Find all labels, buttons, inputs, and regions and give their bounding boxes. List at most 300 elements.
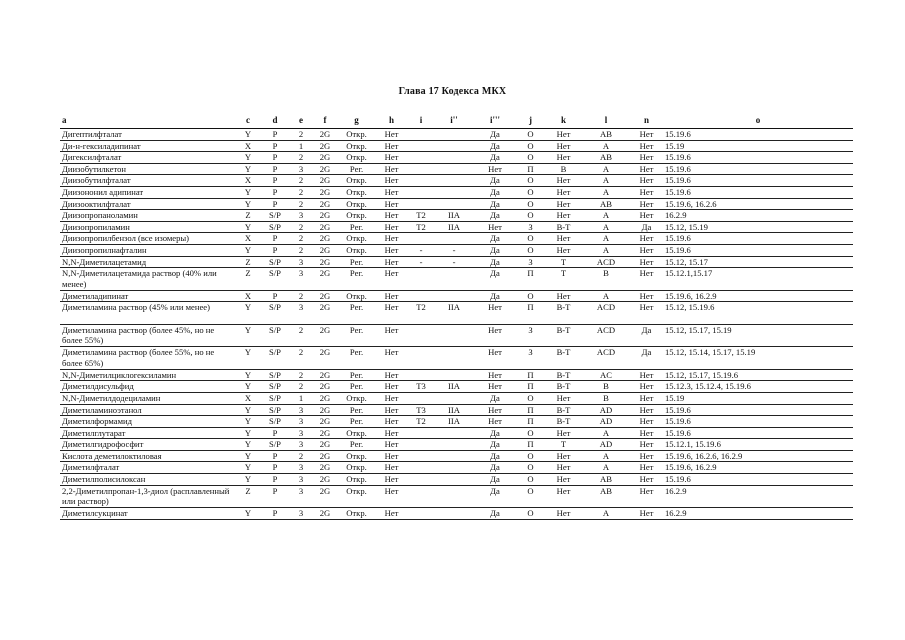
table-row bbox=[60, 233, 853, 245]
table-cell: 16.2.9 bbox=[663, 210, 853, 222]
table-cell: A bbox=[582, 186, 630, 198]
column-header: i bbox=[408, 110, 434, 129]
table-cell: Нет bbox=[375, 256, 408, 268]
table-cell: A bbox=[582, 221, 630, 233]
table-cell bbox=[408, 198, 434, 210]
table-cell: 15.19.6 bbox=[663, 175, 853, 187]
table-row bbox=[60, 369, 853, 381]
table-cell bbox=[434, 233, 474, 245]
table-cell: Нет bbox=[545, 152, 582, 164]
table-cell: 3 bbox=[290, 508, 312, 520]
table-cell: A bbox=[582, 140, 630, 152]
product-name-cell: Диметилсукцинат bbox=[60, 508, 236, 520]
product-name-cell: Диизопропиламин bbox=[60, 221, 236, 233]
table-cell: Нет bbox=[630, 198, 663, 210]
table-cell: Нет bbox=[545, 210, 582, 222]
table-row bbox=[60, 198, 853, 210]
product-name-cell: Диметилдисульфид bbox=[60, 381, 236, 393]
table-cell: Нет bbox=[545, 450, 582, 462]
table-cell: П bbox=[516, 302, 545, 325]
table-cell: Нет bbox=[375, 129, 408, 141]
table-cell: Нет bbox=[375, 508, 408, 520]
table-cell: Откр. bbox=[338, 186, 375, 198]
table-cell: 2G bbox=[312, 256, 338, 268]
table-cell: Нет bbox=[545, 129, 582, 141]
table-cell: 2G bbox=[312, 450, 338, 462]
table-cell: T3 bbox=[408, 381, 434, 393]
table-cell: О bbox=[516, 129, 545, 141]
table-cell: Да bbox=[474, 290, 516, 302]
table-cell: Рег. bbox=[338, 347, 375, 370]
table-cell: Нет bbox=[375, 369, 408, 381]
table-cell: 2 bbox=[290, 175, 312, 187]
table-cell: 2G bbox=[312, 404, 338, 416]
table-cell: Y bbox=[236, 427, 260, 439]
table-cell: 2G bbox=[312, 381, 338, 393]
table-cell: Z bbox=[236, 485, 260, 508]
table-cell bbox=[408, 186, 434, 198]
table-row bbox=[60, 427, 853, 439]
table-cell: Нет bbox=[630, 152, 663, 164]
table-cell: IIA bbox=[434, 221, 474, 233]
product-name-cell: N,N-Диметилдодециламин bbox=[60, 392, 236, 404]
table-cell: Нет bbox=[375, 163, 408, 175]
table-cell: 2G bbox=[312, 152, 338, 164]
table-cell: Да bbox=[474, 256, 516, 268]
table-cell: ACD bbox=[582, 302, 630, 325]
table-row bbox=[60, 462, 853, 474]
table-cell: T bbox=[545, 268, 582, 291]
table-cell: О bbox=[516, 152, 545, 164]
table-cell: Рег. bbox=[338, 324, 375, 347]
table-cell: П bbox=[516, 439, 545, 451]
column-header: e bbox=[290, 110, 312, 129]
table-cell: - bbox=[434, 244, 474, 256]
table-cell: 2G bbox=[312, 369, 338, 381]
table-cell: 15.12, 15.17, 15.19.6 bbox=[663, 369, 853, 381]
table-cell: Y bbox=[236, 381, 260, 393]
table-cell: P bbox=[260, 140, 290, 152]
table-cell: Нет bbox=[630, 439, 663, 451]
table-cell: Нет bbox=[630, 369, 663, 381]
table-cell bbox=[408, 163, 434, 175]
table-cell: Y bbox=[236, 129, 260, 141]
table-cell: Нет bbox=[474, 324, 516, 347]
table-cell: Да bbox=[630, 324, 663, 347]
product-name-cell: Диизобутилкетон bbox=[60, 163, 236, 175]
table-cell: 15.12, 15.19 bbox=[663, 221, 853, 233]
table-cell: 2 bbox=[290, 347, 312, 370]
table-cell: S/P bbox=[260, 369, 290, 381]
table-cell: 2G bbox=[312, 302, 338, 325]
table-cell: Нет bbox=[375, 290, 408, 302]
table-cell: Нет bbox=[630, 256, 663, 268]
table-cell: P bbox=[260, 485, 290, 508]
table-row bbox=[60, 210, 853, 222]
table-cell: Откр. bbox=[338, 198, 375, 210]
table-cell: Откр. bbox=[338, 175, 375, 187]
table-cell: Откр. bbox=[338, 450, 375, 462]
table-cell: П bbox=[516, 369, 545, 381]
table-cell: P bbox=[260, 152, 290, 164]
table-cell: S/P bbox=[260, 439, 290, 451]
table-cell: Нет bbox=[545, 186, 582, 198]
table-cell: Откр. bbox=[338, 485, 375, 508]
table-cell: Нет bbox=[630, 163, 663, 175]
table-cell: X bbox=[236, 175, 260, 187]
table-cell: B bbox=[582, 381, 630, 393]
table-cell: X bbox=[236, 392, 260, 404]
table-cell: AC bbox=[582, 369, 630, 381]
table-cell: B-T bbox=[545, 404, 582, 416]
table-cell: Да bbox=[474, 268, 516, 291]
table-cell bbox=[434, 474, 474, 486]
table-cell: 2G bbox=[312, 462, 338, 474]
table-cell: 15.12, 15.17 bbox=[663, 256, 853, 268]
table-cell: О bbox=[516, 186, 545, 198]
table-cell: Нет bbox=[630, 268, 663, 291]
table-cell: Y bbox=[236, 474, 260, 486]
table-cell bbox=[434, 129, 474, 141]
table-cell: 16.2.9 bbox=[663, 508, 853, 520]
table-cell bbox=[434, 369, 474, 381]
table-cell: 2G bbox=[312, 427, 338, 439]
table-cell: P bbox=[260, 186, 290, 198]
table-cell: 1 bbox=[290, 140, 312, 152]
table-cell: 16.2.9 bbox=[663, 485, 853, 508]
table-cell: Нет bbox=[375, 427, 408, 439]
table-cell: 3 bbox=[290, 416, 312, 428]
table-cell: Да bbox=[474, 129, 516, 141]
table-cell: Y bbox=[236, 198, 260, 210]
table-cell: Откр. bbox=[338, 140, 375, 152]
table-cell: T3 bbox=[408, 404, 434, 416]
table-cell: Рег. bbox=[338, 221, 375, 233]
table-cell: 2 bbox=[290, 198, 312, 210]
table-cell: P bbox=[260, 175, 290, 187]
table-cell: IIA bbox=[434, 381, 474, 393]
table-cell: 3 bbox=[290, 485, 312, 508]
table-cell: X bbox=[236, 140, 260, 152]
table-cell: IIA bbox=[434, 302, 474, 325]
table-cell: 15.19.6, 16.2.9 bbox=[663, 462, 853, 474]
table-cell: 2G bbox=[312, 244, 338, 256]
table-cell: Нет bbox=[375, 140, 408, 152]
table-cell bbox=[434, 485, 474, 508]
table-row bbox=[60, 221, 853, 233]
table-cell: О bbox=[516, 427, 545, 439]
table-row bbox=[60, 175, 853, 187]
table-cell: 2G bbox=[312, 140, 338, 152]
table-cell: Нет bbox=[375, 381, 408, 393]
table-cell: 3 bbox=[290, 439, 312, 451]
table-cell: Y bbox=[236, 221, 260, 233]
table-cell: T2 bbox=[408, 221, 434, 233]
table-cell: 15.19.6 bbox=[663, 474, 853, 486]
table-cell: Нет bbox=[375, 416, 408, 428]
table-cell: Откр. bbox=[338, 474, 375, 486]
table-row bbox=[60, 392, 853, 404]
table-cell: P bbox=[260, 129, 290, 141]
table-cell: Нет bbox=[630, 392, 663, 404]
table-row bbox=[60, 268, 853, 291]
product-name-cell: Диизооктилфталат bbox=[60, 198, 236, 210]
table-cell: 15.19.6 bbox=[663, 416, 853, 428]
table-cell: Да bbox=[474, 140, 516, 152]
table-cell: Y bbox=[236, 186, 260, 198]
table-row bbox=[60, 450, 853, 462]
table-cell: 3 bbox=[290, 427, 312, 439]
table-cell: A bbox=[582, 233, 630, 245]
table-cell: 2G bbox=[312, 175, 338, 187]
table-cell: Откр. bbox=[338, 233, 375, 245]
product-name-cell: Диметилформамид bbox=[60, 416, 236, 428]
table-row bbox=[60, 290, 853, 302]
product-name-cell: N,N-Диметилацетамида раствор (40% или менее) bbox=[60, 268, 236, 291]
product-name-cell: Диметилгидрофосфит bbox=[60, 439, 236, 451]
table-cell: AD bbox=[582, 439, 630, 451]
table-cell: Y bbox=[236, 347, 260, 370]
table-row bbox=[60, 508, 853, 520]
table-cell: 15.19.6 bbox=[663, 129, 853, 141]
column-header: h bbox=[375, 110, 408, 129]
table-cell: 15.12, 15.19.6 bbox=[663, 302, 853, 325]
table-cell: Нет bbox=[375, 186, 408, 198]
table-cell: Нет bbox=[474, 302, 516, 325]
table-cell: S/P bbox=[260, 416, 290, 428]
table-cell: Откр. bbox=[338, 427, 375, 439]
table-cell: Y bbox=[236, 404, 260, 416]
table-cell: P bbox=[260, 508, 290, 520]
table-cell: О bbox=[516, 210, 545, 222]
table-cell: Да bbox=[474, 152, 516, 164]
table-cell: 2G bbox=[312, 198, 338, 210]
table-row bbox=[60, 129, 853, 141]
table-cell: О bbox=[516, 474, 545, 486]
table-cell: S/P bbox=[260, 302, 290, 325]
table-cell: Нет bbox=[474, 347, 516, 370]
table-cell: B-T bbox=[545, 302, 582, 325]
table-row bbox=[60, 347, 853, 370]
table-cell: 2G bbox=[312, 210, 338, 222]
table-cell: Нет bbox=[375, 302, 408, 325]
table-cell: Рег. bbox=[338, 381, 375, 393]
table-cell: Откр. bbox=[338, 462, 375, 474]
table-cell: AB bbox=[582, 485, 630, 508]
table-cell: 3 bbox=[290, 256, 312, 268]
table-cell: Нет bbox=[630, 508, 663, 520]
table-cell: Нет bbox=[545, 485, 582, 508]
table-cell: Нет bbox=[630, 244, 663, 256]
column-header: o bbox=[663, 110, 853, 129]
table-cell: S/P bbox=[260, 392, 290, 404]
table-cell bbox=[408, 233, 434, 245]
product-name-cell: Дигептилфталат bbox=[60, 129, 236, 141]
table-cell: AD bbox=[582, 404, 630, 416]
product-name-cell: Диизопропилбензол (все изомеры) bbox=[60, 233, 236, 245]
table-cell: Рег. bbox=[338, 404, 375, 416]
table-cell: 2 bbox=[290, 221, 312, 233]
table-cell bbox=[434, 290, 474, 302]
table-cell: 15.19.6 bbox=[663, 244, 853, 256]
table-cell: Нет bbox=[630, 140, 663, 152]
table-cell: Нет bbox=[474, 416, 516, 428]
table-cell: Откр. bbox=[338, 392, 375, 404]
table-cell: Да bbox=[474, 233, 516, 245]
table-cell: A bbox=[582, 450, 630, 462]
table-row bbox=[60, 381, 853, 393]
table-cell: Рег. bbox=[338, 369, 375, 381]
table-cell bbox=[408, 392, 434, 404]
table-cell: Откр. bbox=[338, 210, 375, 222]
table-cell: 15.12.1, 15.19.6 bbox=[663, 439, 853, 451]
table-cell: 3 bbox=[290, 404, 312, 416]
table-cell: A bbox=[582, 210, 630, 222]
table-cell: Нет bbox=[375, 210, 408, 222]
table-cell: 15.19 bbox=[663, 392, 853, 404]
table-cell bbox=[408, 290, 434, 302]
table-cell: Нет bbox=[375, 462, 408, 474]
table-cell: 15.12, 15.17, 15.19 bbox=[663, 324, 853, 347]
table-cell: A bbox=[582, 427, 630, 439]
table-row bbox=[60, 439, 853, 451]
table-cell bbox=[434, 427, 474, 439]
table-cell: О bbox=[516, 485, 545, 508]
table-cell: 15.19.6, 16.2.6, 16.2.9 bbox=[663, 450, 853, 462]
table-cell: Откр. bbox=[338, 129, 375, 141]
table-cell bbox=[408, 324, 434, 347]
table-cell: Нет bbox=[375, 450, 408, 462]
table-cell: 2 bbox=[290, 244, 312, 256]
product-name-cell: Ди-н-гексиладипинат bbox=[60, 140, 236, 152]
table-cell: Y bbox=[236, 439, 260, 451]
table-row bbox=[60, 324, 853, 347]
table-cell bbox=[434, 186, 474, 198]
table-cell: Нет bbox=[375, 152, 408, 164]
table-row bbox=[60, 140, 853, 152]
table-cell bbox=[434, 347, 474, 370]
table-cell: Нет bbox=[630, 290, 663, 302]
table-cell: ACD bbox=[582, 324, 630, 347]
table-row bbox=[60, 474, 853, 486]
table-cell: 2 bbox=[290, 129, 312, 141]
table-cell: 3 bbox=[290, 210, 312, 222]
table-cell bbox=[408, 175, 434, 187]
table-row bbox=[60, 256, 853, 268]
column-header: g bbox=[338, 110, 375, 129]
table-cell: Да bbox=[474, 474, 516, 486]
table-cell: З bbox=[516, 256, 545, 268]
table-cell: Рег. bbox=[338, 163, 375, 175]
table-cell: 15.19.6 bbox=[663, 152, 853, 164]
table-cell: Рег. bbox=[338, 256, 375, 268]
table-cell: Y bbox=[236, 369, 260, 381]
table-cell: 15.12.3, 15.12.4, 15.19.6 bbox=[663, 381, 853, 393]
column-header: i'' bbox=[434, 110, 474, 129]
table-cell: П bbox=[516, 381, 545, 393]
product-name-cell: Диизопропилнафталин bbox=[60, 244, 236, 256]
column-header: i''' bbox=[474, 110, 516, 129]
table-cell: T2 bbox=[408, 210, 434, 222]
table-row bbox=[60, 416, 853, 428]
table-cell bbox=[408, 369, 434, 381]
table-cell bbox=[434, 392, 474, 404]
table-cell: Y bbox=[236, 508, 260, 520]
table-row bbox=[60, 244, 853, 256]
table-cell: Нет bbox=[375, 474, 408, 486]
table-cell: 1 bbox=[290, 392, 312, 404]
table-cell: Да bbox=[630, 347, 663, 370]
table-cell: Нет bbox=[630, 474, 663, 486]
table-cell: B bbox=[582, 392, 630, 404]
table-cell: Да bbox=[474, 175, 516, 187]
table-cell: B-T bbox=[545, 381, 582, 393]
product-name-cell: Дигексилфталат bbox=[60, 152, 236, 164]
table-cell bbox=[434, 462, 474, 474]
table-cell bbox=[408, 462, 434, 474]
table-cell: A bbox=[582, 290, 630, 302]
table-cell: - bbox=[408, 244, 434, 256]
table-cell bbox=[434, 324, 474, 347]
table-cell: A bbox=[582, 244, 630, 256]
table-cell bbox=[408, 450, 434, 462]
table-cell: Нет bbox=[630, 462, 663, 474]
table-cell: 2 bbox=[290, 324, 312, 347]
table-cell: Да bbox=[474, 450, 516, 462]
table-cell: AD bbox=[582, 416, 630, 428]
table-cell: B-T bbox=[545, 369, 582, 381]
table-cell: Рег. bbox=[338, 268, 375, 291]
table-cell: Да bbox=[474, 244, 516, 256]
product-name-cell: Диметиламина раствор (45% или менее) bbox=[60, 302, 236, 325]
table-cell: Рег. bbox=[338, 416, 375, 428]
table-cell: О bbox=[516, 462, 545, 474]
table-cell: ACD bbox=[582, 347, 630, 370]
table-cell bbox=[434, 175, 474, 187]
table-cell: Нет bbox=[375, 439, 408, 451]
table-cell: S/P bbox=[260, 347, 290, 370]
table-cell: - bbox=[434, 256, 474, 268]
table-cell: Нет bbox=[375, 347, 408, 370]
table-cell: AB bbox=[582, 152, 630, 164]
table-cell: Нет bbox=[375, 175, 408, 187]
product-name-cell: Диизобутилфталат bbox=[60, 175, 236, 187]
table-cell: Y bbox=[236, 152, 260, 164]
table-cell: Нет bbox=[375, 268, 408, 291]
table-row bbox=[60, 404, 853, 416]
table-cell: 15.19.6 bbox=[663, 163, 853, 175]
table-cell: AB bbox=[582, 129, 630, 141]
table-cell: 2G bbox=[312, 439, 338, 451]
table-cell: B bbox=[545, 163, 582, 175]
table-cell: 15.12.1,15.17 bbox=[663, 268, 853, 291]
table-cell: Нет bbox=[375, 392, 408, 404]
table-cell: 2G bbox=[312, 268, 338, 291]
table-row bbox=[60, 152, 853, 164]
table-cell: Y bbox=[236, 302, 260, 325]
table-cell: О bbox=[516, 233, 545, 245]
table-cell: 15.12, 15.14, 15.17, 15.19 bbox=[663, 347, 853, 370]
table-row bbox=[60, 302, 853, 325]
table-cell: Да bbox=[474, 210, 516, 222]
table-cell: ACD bbox=[582, 256, 630, 268]
table-cell: 2G bbox=[312, 347, 338, 370]
table-row bbox=[60, 163, 853, 175]
table-cell: P bbox=[260, 244, 290, 256]
column-header: k bbox=[545, 110, 582, 129]
table-cell: IIA bbox=[434, 404, 474, 416]
table-cell: 15.19.6 bbox=[663, 404, 853, 416]
